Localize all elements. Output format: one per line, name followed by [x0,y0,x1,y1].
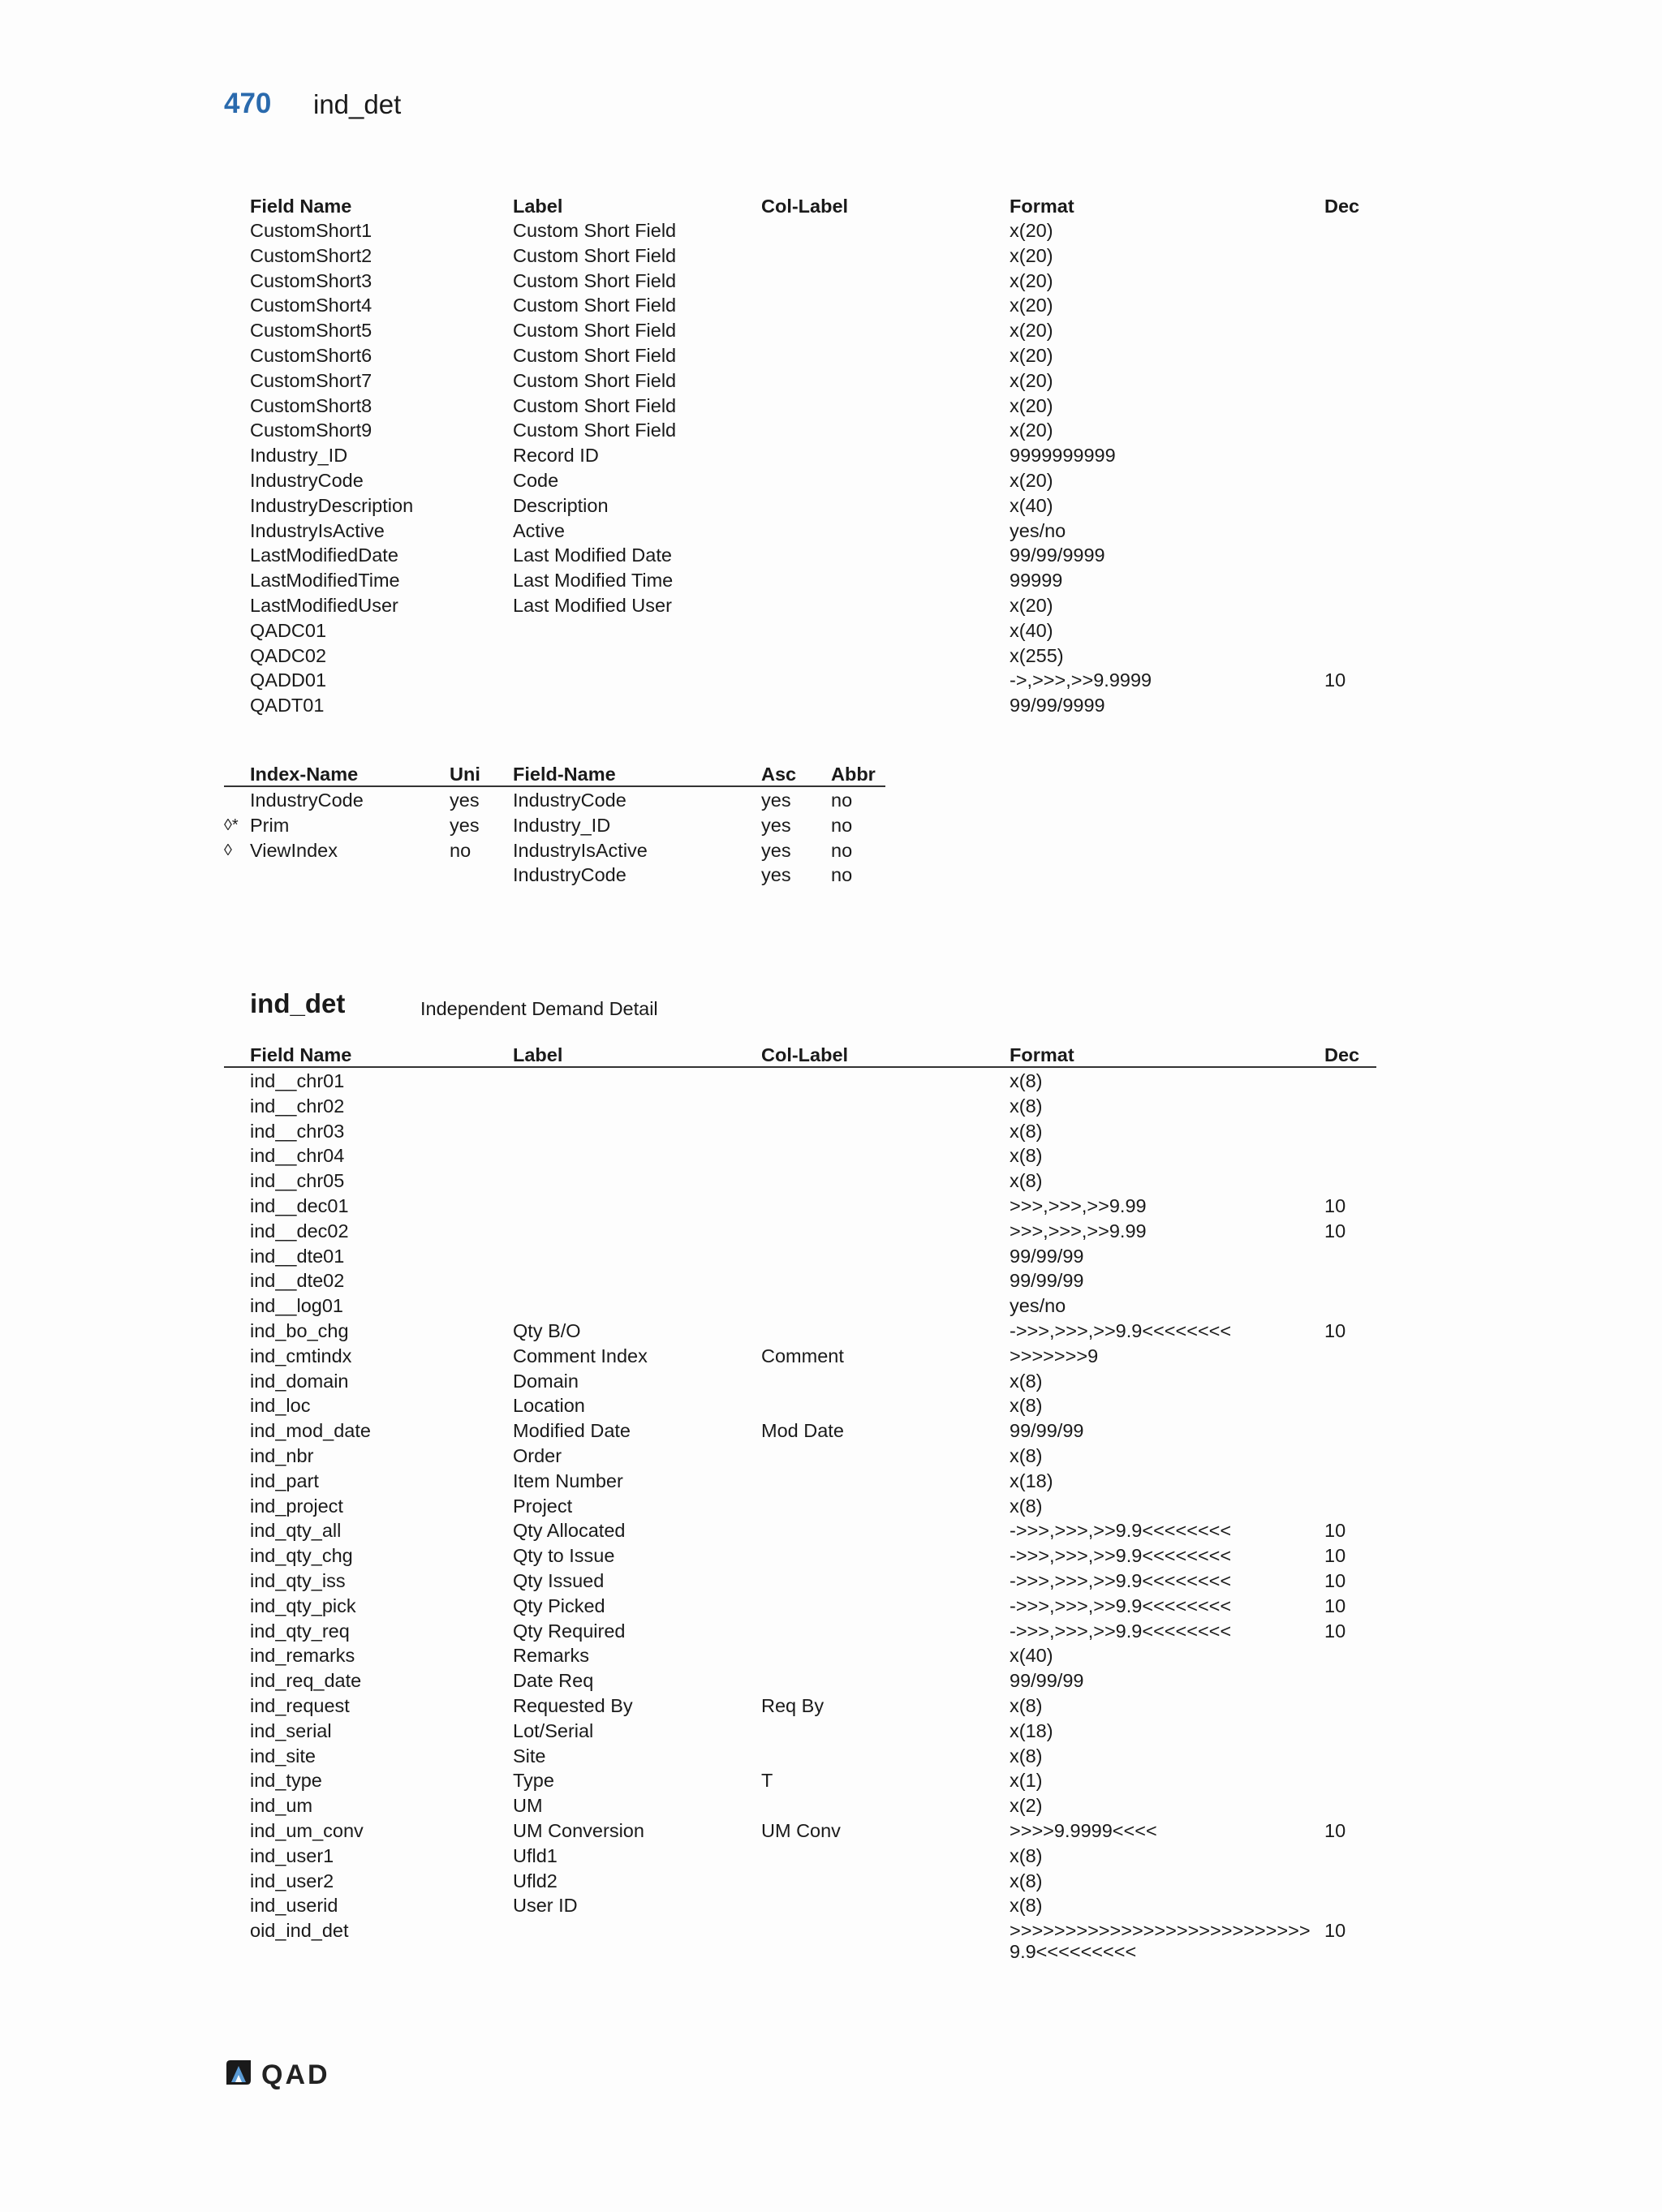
field-format: x(8) [1010,1495,1043,1517]
field-format: >>>,>>>,>>9.99 [1010,1194,1147,1216]
field-col-label: Req By [761,1694,825,1716]
field-name: LastModifiedDate [250,544,398,566]
field-name: QADD01 [250,669,327,691]
field-label: Qty to Issue [513,1545,615,1567]
field-format: x(20) [1010,594,1053,616]
field-format: x(20) [1010,244,1053,266]
field-name: ind__log01 [250,1295,343,1317]
table-row [224,1243,1376,1268]
table-row [224,567,1376,592]
table-row [224,1443,1376,1468]
header-index-name: Index-Name [250,764,359,785]
field-name: ind__chr03 [250,1120,345,1142]
table-row [224,1293,1376,1318]
index-unique: no [450,839,471,861]
qad-logo-icon [224,2058,253,2087]
field-dec: 10 [1324,1920,1346,1942]
field-name: ind__dec01 [250,1194,349,1216]
field-name: ind_req_date [250,1670,362,1692]
table-row [224,592,1376,618]
index-table-body [224,787,885,887]
field-label: Description [513,494,609,516]
index-row [224,787,885,812]
field-name: CustomShort6 [250,344,372,366]
table-row [224,1618,1376,1643]
field-name: ind_um_conv [250,1819,364,1841]
field-format: 99/99/9999 [1010,695,1105,717]
field-format: 99/99/99 [1010,1670,1084,1692]
table-row [224,1343,1376,1368]
index-field-name: IndustryCode [513,790,626,811]
field-format: 9999999999 [1010,445,1116,467]
field-name: ind_qty_req [250,1620,350,1642]
field-format: x(40) [1010,619,1053,641]
table-row [224,542,1376,567]
field-format: ->,>>>,>>9.9999 [1010,669,1152,691]
field-label: Qty Allocated [513,1520,626,1542]
table-row [224,317,1376,342]
field-format: x(20) [1010,295,1053,316]
field-name: ind_remarks [250,1645,355,1667]
index-ascending: yes [761,790,791,811]
field-label: Date Req [513,1670,594,1692]
table-row [224,643,1376,668]
field-label: Custom Short Field [513,295,677,316]
field-name: Industry_ID [250,445,348,467]
field-name: ind_domain [250,1370,349,1392]
table-row [224,692,1376,717]
table-row [224,1368,1376,1393]
table-row [224,1143,1376,1168]
header-abbr: Abbr [831,764,876,785]
field-format: x(8) [1010,1095,1043,1117]
table-row [224,1068,1376,1093]
field-label: UM Conversion [513,1819,644,1841]
table-row [224,1468,1376,1493]
field-format: x(1) [1010,1770,1043,1792]
field-format: x(20) [1010,320,1053,342]
field-name: ind__chr02 [250,1095,345,1117]
field-name: CustomShort9 [250,420,372,441]
field-format: x(40) [1010,1645,1053,1667]
field-label: Type [513,1770,554,1792]
index-name: IndustryCode [250,790,364,811]
field-name: ind_site [250,1745,316,1767]
field-dec: 10 [1324,1194,1346,1216]
table-row [224,1118,1376,1143]
field-label: Order [513,1444,562,1466]
logo-text: QAD [261,2059,330,2090]
field-format: ->>>,>>>,>>9.9<<<<<<<< [1010,1569,1232,1591]
table-row [224,1767,1376,1792]
field-name: ind_serial [250,1719,332,1741]
field-format: ->>>,>>>,>>9.9<<<<<<<< [1010,1319,1232,1341]
field-format: yes/no [1010,1295,1066,1317]
field-label: Code [513,469,559,491]
table-row [224,1668,1376,1693]
field-label: Requested By [513,1694,633,1716]
field-format: ->>>,>>>,>>9.9<<<<<<<< [1010,1520,1232,1542]
table-row [224,618,1376,643]
index-ascending: yes [761,814,791,836]
table-row [224,1093,1376,1118]
field-dec: 10 [1324,1620,1346,1642]
index-abbreviated: no [831,814,853,836]
header-field-name: Field Name [250,1044,352,1065]
field-format: 99/99/99 [1010,1270,1084,1292]
field-name: LastModifiedUser [250,594,398,616]
field-label: Custom Short Field [513,394,677,416]
field-label: Qty Issued [513,1569,605,1591]
field-format: x(8) [1010,1844,1043,1866]
field-label: Custom Short Field [513,344,677,366]
field-table-ind-det [224,1042,1376,1963]
field-format: x(8) [1010,1145,1043,1167]
table-row [224,1743,1376,1768]
field-dec: 10 [1324,669,1346,691]
table-row [224,292,1376,317]
field-label: Custom Short Field [513,320,677,342]
field-name: IndustryCode [250,469,364,491]
field-format: x(20) [1010,420,1053,441]
table-row [224,1543,1376,1568]
field-format: x(8) [1010,1444,1043,1466]
header-col-label: Col-Label [761,196,849,217]
field-name: QADC02 [250,644,327,666]
field-name: ind_request [250,1694,350,1716]
header-field-name: Field-Name [513,764,616,785]
field-label: Custom Short Field [513,220,677,241]
field-name: CustomShort3 [250,269,372,291]
index-marker: ◊* [224,816,239,834]
field-format: x(8) [1010,1895,1043,1917]
field-format: x(8) [1010,1170,1043,1192]
field-label: UM [513,1795,543,1817]
field-name: IndustryDescription [250,494,414,516]
field-name: ind_mod_date [250,1420,371,1442]
field-dec: 10 [1324,1569,1346,1591]
table-row [224,1818,1376,1843]
field-format: x(255) [1010,644,1064,666]
page-title: ind_det [313,89,402,119]
field-label: Location [513,1395,585,1417]
field-name: ind_nbr [250,1444,314,1466]
index-field-name: Industry_ID [513,814,611,836]
table-row [224,1267,1376,1293]
field-format: 99999 [1010,570,1063,592]
field-name: LastModifiedTime [250,570,400,592]
index-row [224,837,885,863]
field-name: ind_bo_chg [250,1319,349,1341]
section-description: Independent Demand Detail [420,998,658,1019]
header-uni: Uni [450,764,480,785]
index-ascending: yes [761,864,791,886]
table-row [224,1168,1376,1193]
field-format: x(40) [1010,494,1053,516]
index-field-name: IndustryIsActive [513,839,648,861]
field-name: QADC01 [250,619,327,641]
field-label: Custom Short Field [513,269,677,291]
header-label: Label [513,1044,563,1065]
index-table-header [224,761,885,787]
header-format: Format [1010,196,1074,217]
table-body [224,1068,1376,1963]
field-name: ind_qty_chg [250,1545,353,1567]
table-row [224,217,1376,243]
field-format: >>>>>>>>>>>>>>>>>>>>>>>>>>>9.9<<<<<<<<< [1010,1920,1311,1963]
field-label: Custom Short Field [513,244,677,266]
table-row [224,393,1376,418]
field-label: Project [513,1495,573,1517]
section-name: ind_det [250,988,346,1018]
field-format: x(20) [1010,469,1053,491]
table-row [224,1568,1376,1593]
index-abbreviated: no [831,790,853,811]
field-format: x(18) [1010,1470,1053,1491]
table-row [224,243,1376,268]
table-row [224,268,1376,293]
table-row [224,518,1376,543]
table-row [224,667,1376,692]
index-unique: yes [450,790,480,811]
field-name: IndustryIsActive [250,519,385,541]
field-name: ind__chr05 [250,1170,345,1192]
field-label: User ID [513,1895,578,1917]
field-format: yes/no [1010,519,1066,541]
header-field-name: Field Name [250,196,352,217]
field-name: ind_um [250,1795,313,1817]
header-col-label: Col-Label [761,1044,849,1065]
index-abbreviated: no [831,864,853,886]
table-body [224,217,1376,717]
field-col-label: Mod Date [761,1420,844,1442]
field-col-label: UM Conv [761,1819,841,1841]
field-name: ind__dte02 [250,1270,345,1292]
table-row [224,1392,1376,1418]
field-name: ind_user2 [250,1870,334,1891]
field-name: ind_userid [250,1895,338,1917]
field-format: x(20) [1010,220,1053,241]
field-label: Active [513,519,565,541]
table-row [224,368,1376,393]
table-row [224,342,1376,368]
table-header [224,193,1376,217]
field-name: ind_user1 [250,1844,334,1866]
table-row [224,1593,1376,1618]
field-name: ind_qty_pick [250,1594,356,1616]
field-format: ->>>,>>>,>>9.9<<<<<<<< [1010,1620,1232,1642]
field-name: ind_qty_iss [250,1569,346,1591]
field-label: Last Modified Time [513,570,674,592]
field-dec: 10 [1324,1819,1346,1841]
field-format: x(8) [1010,1694,1043,1716]
field-label: Qty B/O [513,1319,581,1341]
table-row [224,1792,1376,1818]
field-format: x(18) [1010,1719,1053,1741]
table-row [224,1892,1376,1917]
field-label: Ufld2 [513,1870,558,1891]
page-number: 470 [224,88,272,119]
field-name: CustomShort5 [250,320,372,342]
index-ascending: yes [761,839,791,861]
field-col-label: T [761,1770,773,1792]
header-asc: Asc [761,764,797,785]
field-format: x(20) [1010,369,1053,391]
field-name: ind__chr04 [250,1145,345,1167]
field-label: Record ID [513,445,599,467]
field-format: x(8) [1010,1120,1043,1142]
field-table-industry [224,193,1376,717]
field-format: >>>,>>>,>>9.99 [1010,1220,1147,1242]
field-label: Qty Required [513,1620,626,1642]
field-name: ind_part [250,1470,319,1491]
field-format: x(8) [1010,1870,1043,1891]
field-name: QADT01 [250,695,325,717]
field-label: Lot/Serial [513,1719,594,1741]
field-format: x(8) [1010,1395,1043,1417]
field-name: CustomShort2 [250,244,372,266]
index-row [224,862,885,887]
field-format: x(20) [1010,269,1053,291]
table-row [224,417,1376,442]
table-row [224,1868,1376,1893]
header-dec: Dec [1324,196,1360,217]
table-row [224,1718,1376,1743]
field-format: x(8) [1010,1070,1043,1091]
footer-logo [224,2058,354,2094]
index-abbreviated: no [831,839,853,861]
field-label: Custom Short Field [513,369,677,391]
header-dec: Dec [1324,1044,1360,1065]
index-name: Prim [250,814,290,836]
field-format: x(2) [1010,1795,1043,1817]
table-row [224,467,1376,493]
field-name: ind_qty_all [250,1520,342,1542]
field-format: 99/99/9999 [1010,544,1105,566]
table-row [224,1693,1376,1718]
field-dec: 10 [1324,1594,1346,1616]
field-format: 99/99/99 [1010,1245,1084,1267]
table-row [224,1418,1376,1443]
table-row [224,1218,1376,1243]
field-format: x(8) [1010,1370,1043,1392]
field-dec: 10 [1324,1319,1346,1341]
field-label: Last Modified Date [513,544,672,566]
index-table [224,761,885,887]
table-row [224,1318,1376,1343]
table-row [224,1517,1376,1543]
field-name: ind_project [250,1495,343,1517]
table-row [224,1493,1376,1518]
field-label: Ufld1 [513,1844,558,1866]
field-name: ind_cmtindx [250,1345,352,1366]
field-format: ->>>,>>>,>>9.9<<<<<<<< [1010,1545,1232,1567]
field-format: >>>>>>>9 [1010,1345,1099,1366]
table-header [224,1042,1376,1068]
table-row [224,1843,1376,1868]
index-unique: yes [450,814,480,836]
index-marker: ◊ [224,841,232,859]
index-field-name: IndustryCode [513,864,626,886]
field-name: ind__chr01 [250,1070,345,1091]
field-label: Domain [513,1370,579,1392]
table-row [224,1917,1376,1963]
table-row [224,442,1376,467]
field-name: oid_ind_det [250,1920,349,1942]
field-label: Remarks [513,1645,590,1667]
field-label: Site [513,1745,546,1767]
table-row [224,493,1376,518]
field-name: ind__dec02 [250,1220,349,1242]
field-label: Qty Picked [513,1594,605,1616]
field-format: ->>>,>>>,>>9.9<<<<<<<< [1010,1594,1232,1616]
field-label: Modified Date [513,1420,631,1442]
field-dec: 10 [1324,1545,1346,1567]
field-name: CustomShort7 [250,369,372,391]
field-col-label: Comment [761,1345,844,1366]
field-name: CustomShort8 [250,394,372,416]
field-format: x(20) [1010,394,1053,416]
field-name: CustomShort4 [250,295,372,316]
field-format: x(20) [1010,344,1053,366]
field-format: 99/99/99 [1010,1420,1084,1442]
field-name: CustomShort1 [250,220,372,241]
field-label: Item Number [513,1470,623,1491]
field-label: Custom Short Field [513,420,677,441]
field-format: >>>>9.9999<<<< [1010,1819,1157,1841]
field-dec: 10 [1324,1220,1346,1242]
index-row [224,812,885,837]
header-label: Label [513,196,563,217]
table-row [224,1642,1376,1668]
field-name: ind_loc [250,1395,311,1417]
field-label: Comment Index [513,1345,648,1366]
field-format: x(8) [1010,1745,1043,1767]
field-name: ind_type [250,1770,322,1792]
table-row [224,1193,1376,1218]
header-format: Format [1010,1044,1074,1065]
index-name: ViewIndex [250,839,338,861]
field-name: ind__dte01 [250,1245,345,1267]
field-dec: 10 [1324,1520,1346,1542]
field-label: Last Modified User [513,594,672,616]
